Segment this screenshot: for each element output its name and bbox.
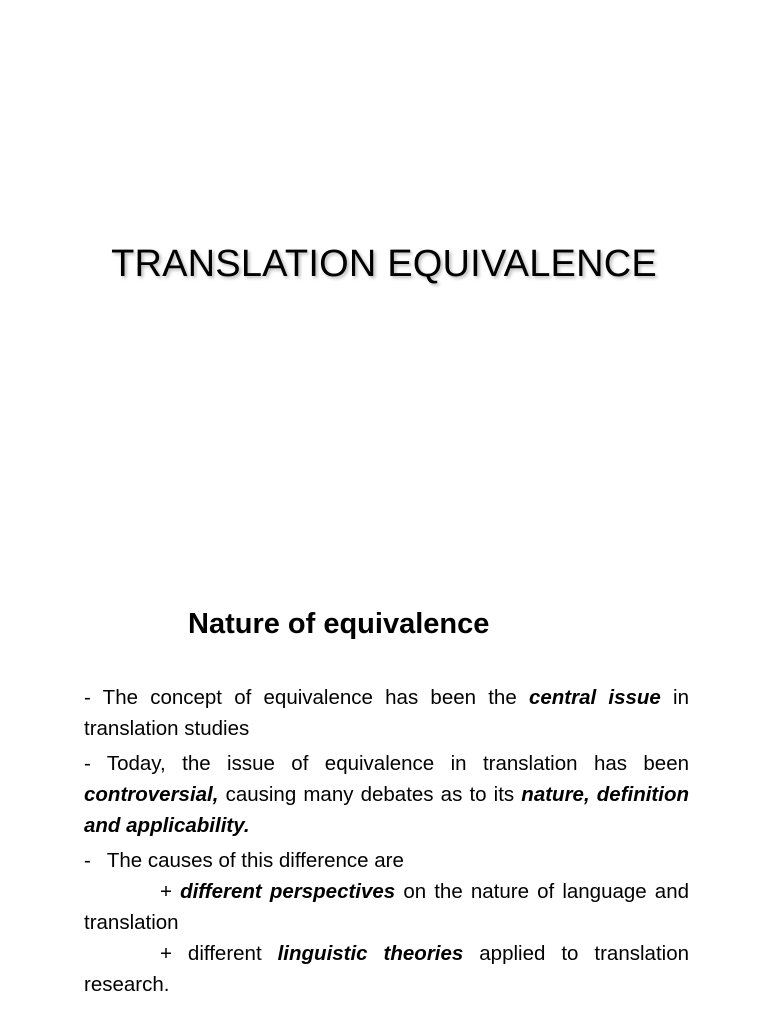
slide-nature-of-equivalence	[0, 576, 768, 1024]
list-plus: +	[160, 880, 181, 903]
emphasis-text: nature, definition and applicability.	[84, 783, 689, 837]
emphasis-text: linguistic theories	[277, 942, 464, 965]
paragraph-causes	[84, 845, 689, 1000]
paragraph-text: applied to translation research.	[84, 942, 689, 996]
paragraph-text: causing many debates as to its	[218, 783, 522, 806]
emphasis-text: central issue	[528, 686, 661, 709]
paragraph-text: - The concept of equivalence has been the	[84, 686, 529, 709]
paragraph-text: in translation studies	[84, 686, 689, 740]
emphasis-text: different perspectives	[180, 880, 396, 903]
list-dash: -	[84, 849, 91, 872]
list-item-theories	[84, 938, 689, 1000]
causes-intro	[84, 845, 689, 876]
paragraph-text: on the nature of language and translation	[84, 880, 689, 934]
page-title: TRANSLATION EQUIVALENCE	[111, 243, 657, 285]
paragraph-controversial	[84, 748, 689, 841]
paragraph-text: + different	[160, 942, 278, 965]
emphasis-text: controversial,	[84, 783, 219, 806]
paragraph-text: - Today, the issue of equivalence in translation has been	[84, 752, 689, 775]
paragraph-text: The causes of this difference are	[106, 849, 404, 872]
list-item-perspectives	[84, 876, 689, 938]
section-heading: Nature of equivalence	[188, 608, 490, 640]
slide-body	[84, 682, 689, 1000]
paragraph-central-issue	[84, 682, 689, 744]
